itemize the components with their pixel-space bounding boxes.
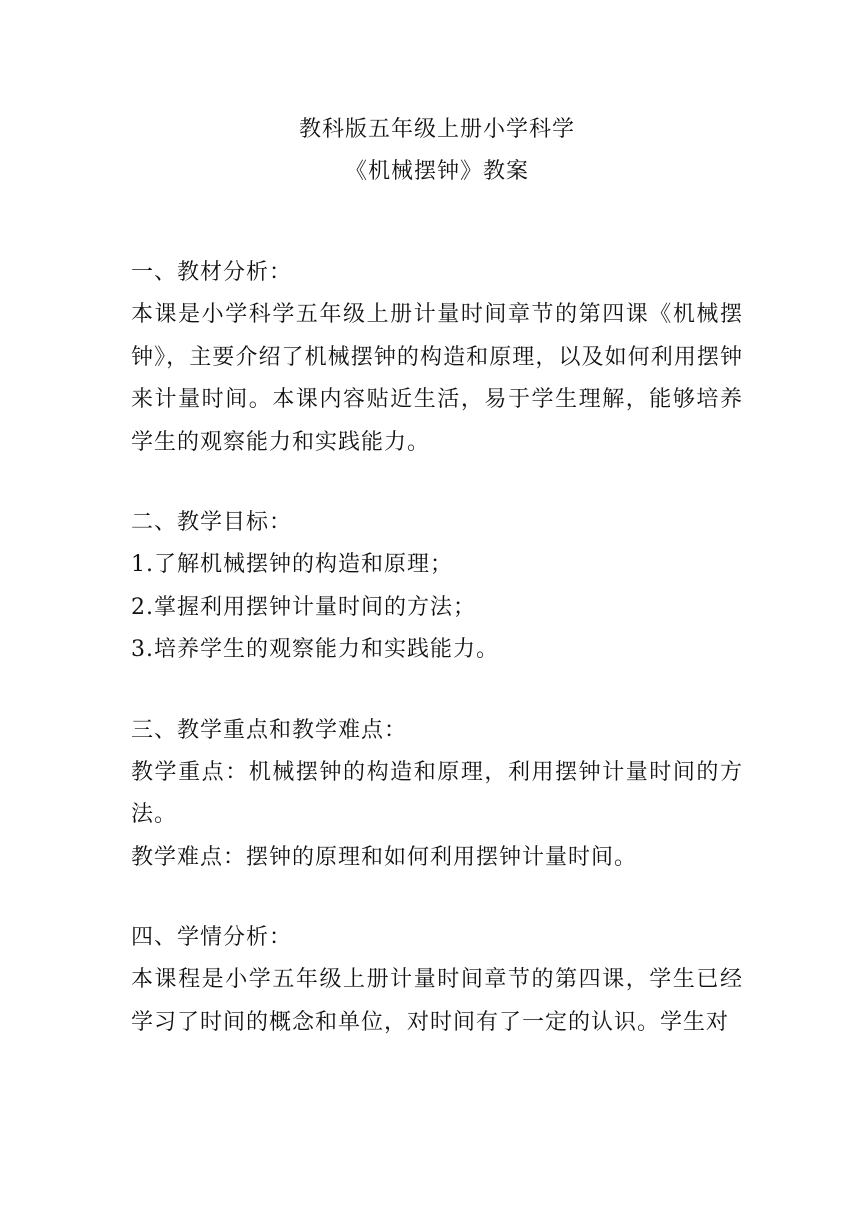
difficulty-paragraph: 教学难点：摆钟的原理和如何利用摆钟计量时间。 xyxy=(131,844,638,870)
section-heading: 四、学情分析： xyxy=(131,925,293,950)
document-content xyxy=(131,110,743,1044)
document-title-line2: 《机械摆钟》教案 xyxy=(344,159,529,184)
section-paragraph: 本课是小学科学五年级上册计量时间章节的第四课《机械摆钟》，主要介绍了机械摆钟的构造和原理，以及如何利用摆钟来计量时间。本课内容贴近生活，易于学生理解，能够培养学生的观察能力和实践能力。 xyxy=(131,302,743,455)
goal-item: 3.培养学生的观察能力和实践能力。 xyxy=(131,637,499,662)
section-heading: 三、教学重点和教学难点： xyxy=(131,717,408,743)
section-key-points xyxy=(131,710,743,880)
section-heading: 一、教材分析： xyxy=(131,260,293,285)
section-teaching-goals xyxy=(131,502,743,672)
section-heading: 二、教学目标： xyxy=(131,510,293,535)
section-learner-analysis xyxy=(131,917,743,1044)
key-point-paragraph: 教学重点：机械摆钟的构造和原理，利用摆钟计量时间的方法。 xyxy=(131,759,743,827)
section-paragraph: 本课程是小学五年级上册计量时间章节的第四课，学生已经学习了时间的概念和单位，对时间有了一定的认识。学生对 xyxy=(131,967,743,1035)
document-title-line1: 教科版五年级上册小学科学 xyxy=(298,117,575,142)
goal-item: 1.了解机械摆钟的构造和原理； xyxy=(131,552,453,577)
goal-item: 2.掌握利用摆钟计量时间的方法； xyxy=(131,594,476,620)
section-textbook-analysis xyxy=(131,252,743,464)
